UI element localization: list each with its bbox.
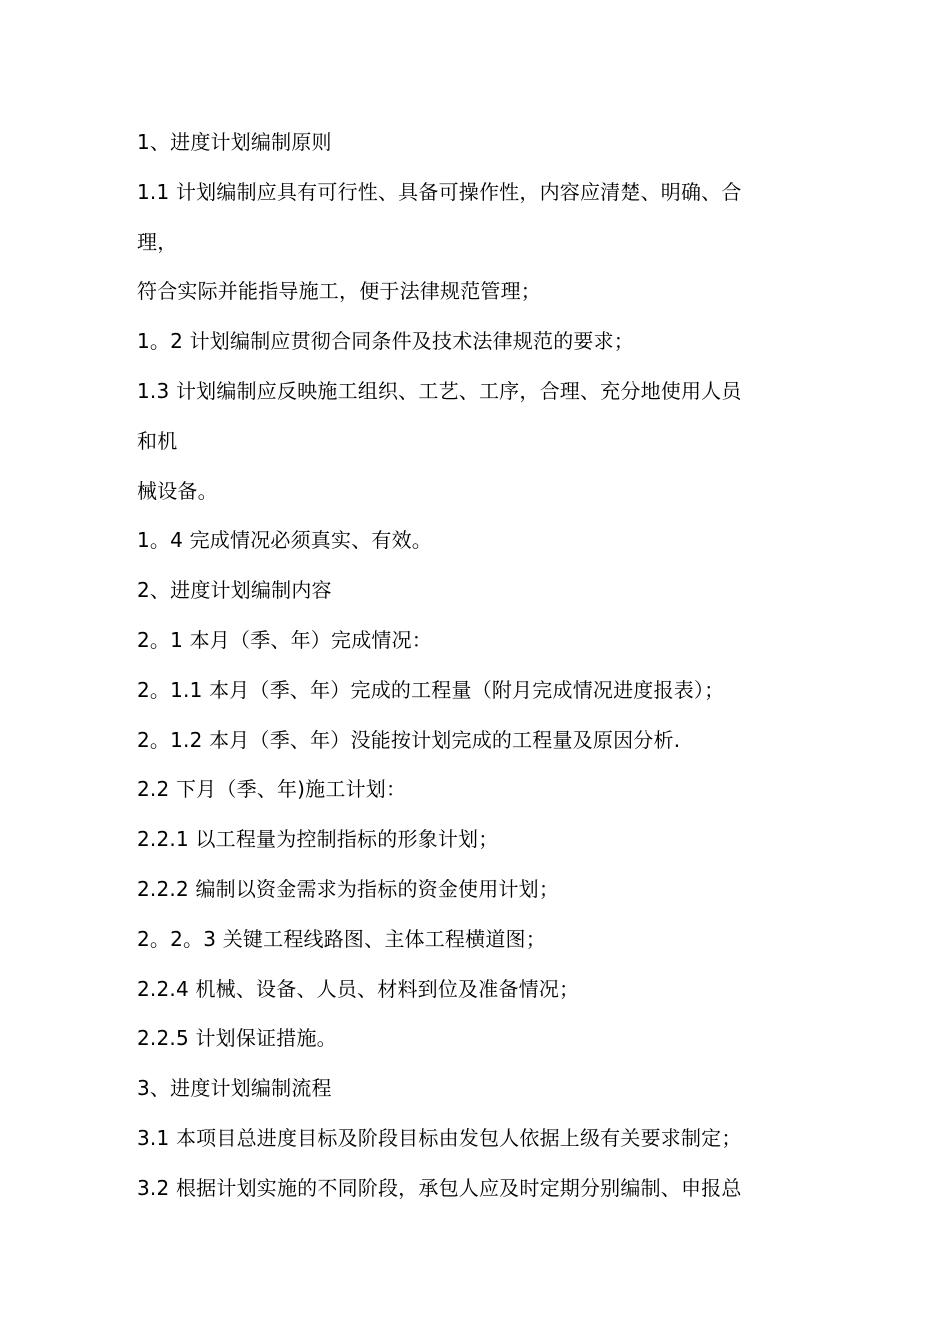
paragraph-line: 2.2.1 以工程量为控制指标的形象计划；: [137, 827, 499, 852]
paragraph-line: 2。1 本月（季、年）完成情况：: [137, 627, 433, 652]
section-heading-2: 2、进度计划编制内容: [137, 578, 332, 603]
section-heading-3: 3、进度计划编制流程: [137, 1076, 332, 1101]
paragraph-line: 符合实际并能指导施工，便于法律规范管理；: [137, 279, 541, 304]
paragraph-line: 1.3 计划编制应反映施工组织、工艺、工序，合理、充分地使用人员: [137, 378, 742, 403]
paragraph-line: 2。1.2 本月（季、年）没能按计划完成的工程量及原因分析.: [137, 727, 681, 752]
section-heading-1: 1、进度计划编制原则: [137, 130, 332, 154]
paragraph-line: 2。1.1 本月（季、年）完成的工程量（附月完成情况进度报表）；: [137, 677, 725, 702]
paragraph-line: 2。2。3 关键工程线路图、主体工程横道图；: [137, 926, 546, 951]
paragraph-line: 2.2.4 机械、设备、人员、材料到位及准备情况；: [137, 976, 580, 1001]
document-body: [137, 118, 817, 1214]
paragraph-line: 理，: [137, 229, 178, 254]
paragraph-line: 和机: [137, 428, 178, 453]
paragraph-line: 2.2.2 编制以资金需求为指标的资金使用计划；: [137, 876, 560, 901]
paragraph-line: 2.2 下月（季、年)施工计划：: [137, 777, 407, 802]
paragraph-line: 1。2 计划编制应贯彻合同条件及技术法律规范的要求；: [137, 329, 635, 354]
paragraph-line: 2.2.5 计划保证措施。: [137, 1026, 337, 1051]
paragraph-line: 1.1 计划编制应具有可行性、具备可操作性，内容应清楚、明确、合: [137, 179, 742, 204]
paragraph-line: 1。4 完成情况必须真实、有效。: [137, 528, 433, 553]
paragraph-line: 械设备。: [137, 478, 218, 503]
paragraph-line: 3.1 本项目总进度目标及阶段目标由发包人依据上级有关要求制定；: [137, 1125, 742, 1150]
paragraph-line: 3.2 根据计划实施的不同阶段，承包人应及时定期分别编制、申报总: [137, 1175, 742, 1200]
